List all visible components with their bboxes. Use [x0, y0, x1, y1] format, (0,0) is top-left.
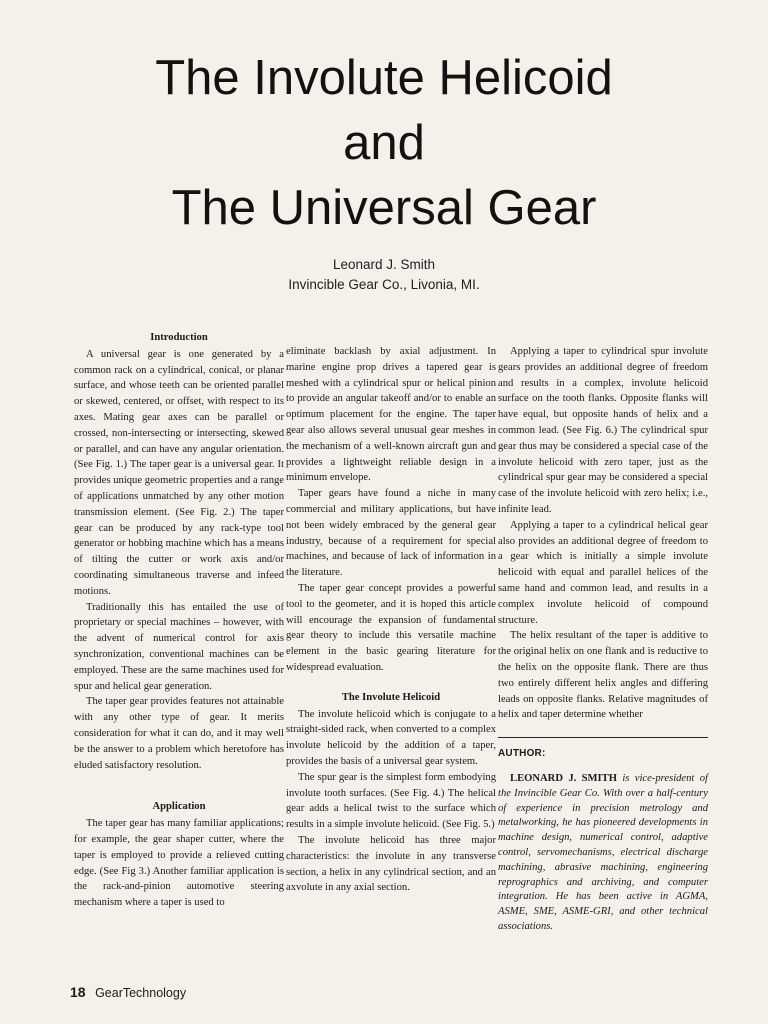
column-3 [498, 344, 708, 935]
paragraph: The helix resultant of the taper is additive to the original helix on one flank and is reductive to the helix on the opposite flank. There are thus two entirely different helix angles and differing leads on opposite flanks. Relative magnitudes of helix and taper determine whether [498, 630, 708, 721]
section-heading-application: Application [152, 801, 206, 813]
author-affiliation: Invincible Gear Co., Livonia, MI. [288, 277, 480, 292]
paragraph: Traditionally this has entailed the use of proprietary or special machines – however, with the advent of numerical control for axis synchronization, conventional machines can be employed. These are the same machines used for spur and helical gear generation. [74, 601, 284, 692]
column-1 [74, 330, 284, 911]
page-number: 18 [70, 984, 86, 1000]
paragraph: The involute helicoid which is conjugate to a straight-sided rack, when converted to a complex involute helicoid by the addition of a taper, provides the basis of a universal gear system. [286, 708, 496, 767]
paragraph: Taper gears have found a niche in many commercial and military applications, but have not been widely embraced by the general gear industry, because of a requirement for special machines, and because of lack of information in the literature. [286, 488, 496, 579]
publication-name: GearTechnology [95, 986, 187, 1000]
paragraph: eliminate backlash by axial adjustment. In marine engine prop drives a tapered gear is meshed with a cylindrical spur or helical pinion to provide an angular takeoff and/or to enable an optimum placement for the engine. The taper gear also allows several unusual gear meshes in the mechanism of a well-known aircraft gun and provides a lightweight reliable design in a minimum envelope. [286, 346, 496, 484]
section-heading-introduction: Introduction [150, 332, 208, 343]
section-heading-involute-helicoid: The Involute Helicoid [341, 691, 441, 703]
page-footer [70, 984, 186, 1000]
title-line-1: The Involute Helicoid [155, 51, 613, 105]
paragraph: The taper gear concept provides a powerful tool to the geometer, and it is hoped this article will encourage the expansion of fundamental gear theory to include this versatile machine element in the basic gearing literature for widespread evaluation. [286, 582, 496, 673]
author-divider [498, 737, 708, 738]
paragraph: A universal gear is one generated by a common rack on a cylindrical, conical, or planar surface, and whose teeth can be oriented parallel or skewed, centered, or offset, with respect to its axes. Mating gear axes can be parallel or crossed, non-intersecting or intersecting, skewed or parallel, and can have any angular orientation. (See Fig. 1.) The taper gear is a universal gear. It provides unique geometric properties and a range of applications unmatched by any other motion transmission element. (See Fig. 2.) The taper gear can be produced by any rack-type tool generator or hobbing machine which has a means of tilting the cutter or work axis and/or coordinating simultaneous traverse and infeed motions. [74, 348, 284, 597]
author-name: Leonard J. Smith [332, 257, 436, 272]
paragraph: The taper gear has many familiar applications; for example, the gear shaper cutter, where the taper is employed to provide a relieved cutting edge. (See Fig 3.) Another familiar application is the rack-and-pinion automotive steering mechanism where a taper is used to [74, 818, 284, 909]
article-title [0, 46, 768, 241]
bio-text: is vice-president of the Invincible Gear Co. With over a half-century of experience in precision metrology and metalworking, he has pioneered developments in machine design, numerical control, adaptive control, servomechanisms, electrical discharge machining, abrasive machining, engineering reprographics and archiving, and computer integration. He has been active in AGMA, ASME, SME, ASME-GRI, and other technical associations. [498, 772, 708, 932]
paragraph: The taper gear provides features not attainable with any other type of gear. It merits consideration for what it can do, and it may well be the answer to a problem which heretofore has eluded satisfactory resolution. [74, 696, 284, 771]
column-2 [286, 344, 496, 896]
author-bio [498, 772, 708, 935]
paragraph: The spur gear is the simplest form embodying involute tooth surfaces. (See Fig. 4.) The helical gear adds a helical twist to the surface which results in a simple involute helicoid. (See Fig. 5.) [286, 771, 496, 831]
paragraph: Applying a taper to a cylindrical helical gear also provides an additional degree of freedom to a gear which is initially a simple involute helicoid with equal and parallel helices of the same hand and common lead, and results in a complex involute helicoid of compound structure. [498, 519, 708, 626]
paragraph: Applying a taper to cylindrical spur involute gears provides an additional degree of freedom and results in a complex, involute helicoid surface on the tooth flanks. Opposite flanks will have equal, but opposite hands of helix and a common lead. (See Fig. 6.) The cylindrical spur gear thus may be considered a special case of the involute helicoid with zero taper, just as the cylindrical spur gear may be considered a special case of the involute helicoid with zero helix; i.e., infinite lead. [498, 346, 708, 515]
bio-name: LEONARD J. SMITH [510, 772, 617, 784]
paragraph: The involute helicoid has three major characteristics: the involute in any transverse section, a helix in any cylindrical section, and an axvolute in any axial section. [286, 834, 496, 894]
title-line-3: The Universal Gear [171, 181, 597, 235]
title-line-2: and [343, 116, 425, 170]
author-heading: AUTHOR: [498, 748, 546, 760]
byline [0, 255, 768, 295]
